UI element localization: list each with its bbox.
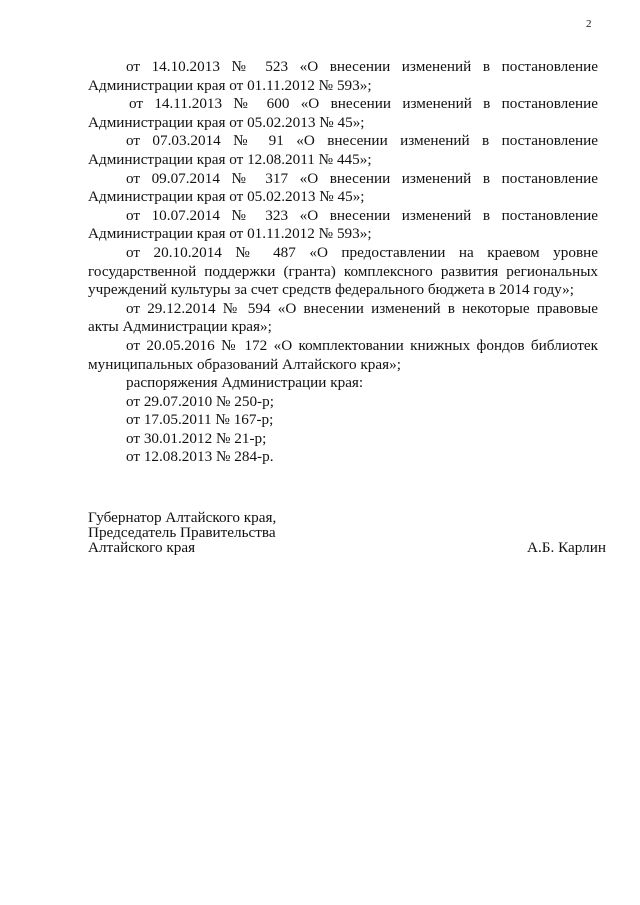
resolution-item: от 14.10.2013 № 523 «О внесении изменений в постановление Администрации края от 01.11.2012 № 593»; xyxy=(88,58,598,94)
signature-block xyxy=(88,510,606,555)
order-item: от 12.08.2013 № 284-р. xyxy=(126,448,274,466)
orders-heading: распоряжения Администрации края: xyxy=(126,374,364,392)
signer-name: А.Б. Карлин xyxy=(527,539,606,556)
order-item: от 30.01.2012 № 21-р; xyxy=(126,429,267,447)
resolution-item: от 09.07.2014 № 317 «О внесении изменений в постановление Администрации края от 05.02.2013 № 45»; xyxy=(88,169,598,206)
signer-position-line: Алтайского края xyxy=(88,539,196,556)
page-number: 2 xyxy=(586,18,592,30)
resolution-item: от 20.05.2016 № 172 «О комплектовании книжных фондов библиотек муниципальных образований Алтайского края»; xyxy=(88,336,598,373)
resolution-item: от 14.11.2013 № 600 «О внесении изменений в постановление Администрации края от 05.02.2013 № 45»; xyxy=(88,95,598,131)
resolution-item: от 10.07.2014 № 323 «О внесении изменений в постановление Администрации края от 01.11.2012 № 593»; xyxy=(88,206,598,243)
order-item: от 29.07.2010 № 250-р; xyxy=(126,392,274,410)
signer-position-line: Губернатор Алтайского края, xyxy=(88,509,277,526)
signer-position-line: Председатель Правительства xyxy=(88,524,276,541)
document-body xyxy=(88,58,598,467)
order-item: от 17.05.2011 № 167-р; xyxy=(126,411,274,429)
resolution-item: от 29.12.2014 № 594 «О внесении изменений в некоторые правовые акты Администрации края»; xyxy=(88,299,598,336)
resolution-item: от 20.10.2014 № 487 «О предоставлении на краевом уровне государственной поддержки (гранта) комплексного развития региональных учреждений культуры за счет средств федерального бюджета в 2014 году»; xyxy=(88,243,598,299)
resolution-item: от 07.03.2014 № 91 «О внесении изменений в постановление Администрации края от 12.08.2011 № 445»; xyxy=(88,132,598,168)
